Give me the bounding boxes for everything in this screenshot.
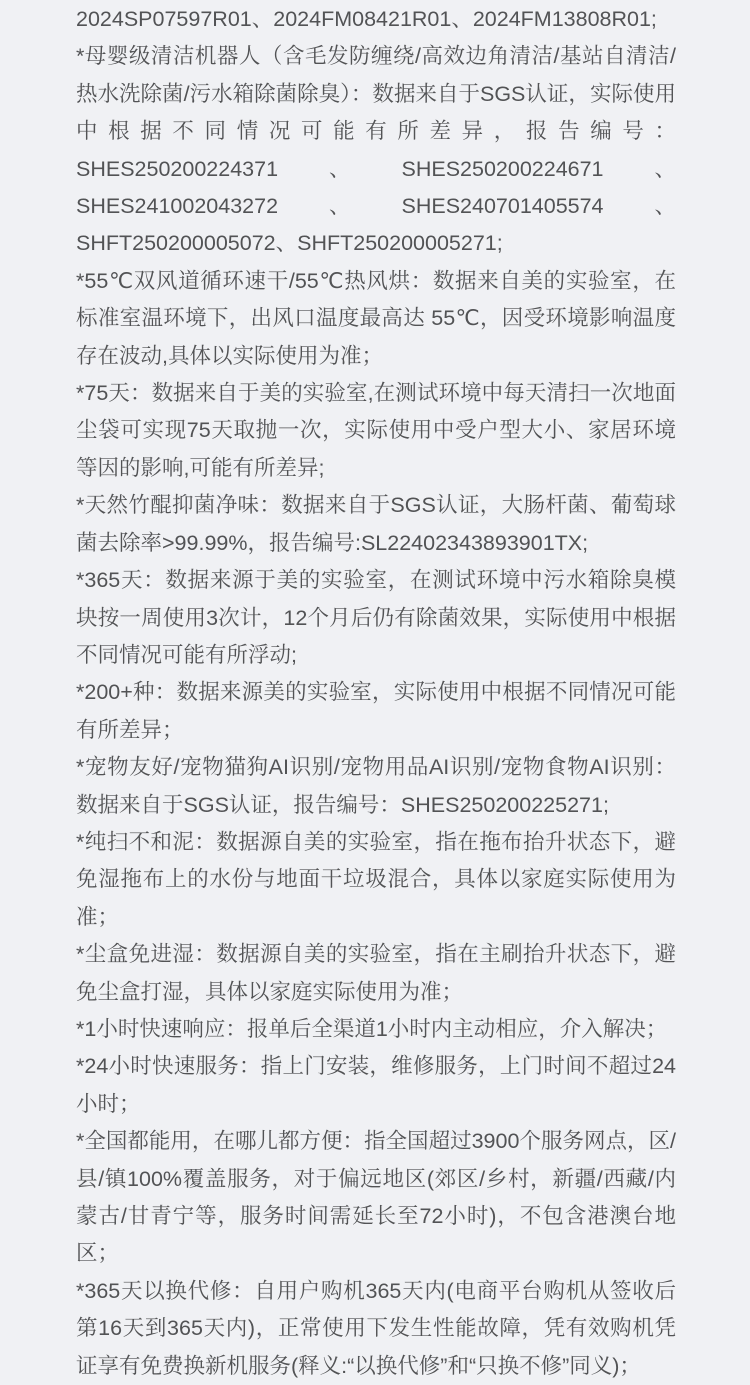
disclaimer-report-numbers: 2024SP07597R01、2024FM08421R01、2024FM13808R01;	[76, 7, 657, 31]
disclaimer-paragraph-365-day-replacement: *365天以换代修：自用户购机365天内(电商平台购机从签收后第16天到365天内)，正常使用下发生性能故障，凭有效购机凭证享有免费换新机服务(释义:“以换代修”和“只换不修”同义)；	[76, 1278, 676, 1378]
disclaimer-paragraph-75-days: *75天：数据来自于美的实验室,在测试环境中每天清扫一次地面尘袋可实现75天取抛一次，实际使用中受户型大小、家居环境等因的影响,可能有所差异;	[76, 381, 676, 480]
disclaimer-paragraph-baby-grade-cleaning-robot: *母婴级清洁机器人（含毛发防缠绕/高效边角清洁/基站自清洁/热水洗除菌/污水箱除菌除臭）：数据来自于SGS认证，实际使用中根据不同情况可能有所差异，报告编号：SHES250200224371、SHES250200224671、SHES241002043272、SHES240701405574、SHFT250200005072、SHFT250200005271;	[76, 44, 676, 256]
disclaimer-paragraph-24-hour-service: *24小时快速服务：指上门安装，维修服务，上门时间不超过24小时；	[76, 1054, 676, 1116]
disclaimer-paragraph-55c-drying: *55℃双风道循环速干/55℃热风烘：数据来自美的实验室，在标准室温环境下，出风口温度最高达 55℃，因受环境影响温度存在波动,具体以实际使用为准；	[76, 268, 676, 368]
disclaimer-paragraph-nationwide-service: *全国都能用，在哪儿都方便：指全国超过3900个服务网点，区/县/镇100%覆盖服务，对于偏远地区(郊区/乡村，新疆/西藏/内蒙古/甘青宁等，服务时间需延长至72小时)，不包含港澳台地区；	[76, 1129, 676, 1266]
disclaimer-paragraph-dustbox-dry: *尘盒免进湿：数据源自美的实验室，指在主刷抬升状态下，避免尘盒打湿，具体以家庭实际使用为准；	[76, 942, 676, 1004]
disclaimer-paragraph-365-days-deodorize: *365天：数据来源于美的实验室，在测试环境中污水箱除臭模块按一周使用3次计，12个月后仍有除菌效果，实际使用中根据不同情况可能有所浮动;	[76, 568, 676, 667]
disclaimer-paragraph-pet-ai-recognition: *宠物友好/宠物猫狗AI识别/宠物用品AI识别/宠物食物AI识别：数据来自于SGS认证，报告编号：SHES250200225271;	[76, 755, 676, 817]
disclaimer-paragraph-1-hour-response: *1小时快速响应：报单后全渠道1小时内主动相应，介入解决；	[76, 1016, 668, 1041]
disclaimer-paragraph-sweep-no-mud: *纯扫不和泥：数据源自美的实验室，指在拖布抬升状态下，避免湿拖布上的水份与地面干垃圾混合，具体以家庭实际使用为准；	[76, 829, 676, 929]
disclaimer-paragraph-bamboo-antibacterial: *天然竹醌抑菌净味：数据来自于SGS认证，大肠杆菌、葡萄球菌去除率>99.99%，报告编号:SL22402343893901TX;	[76, 493, 676, 555]
disclaimer-paragraph-200-plus-types: *200+种：数据来源美的实验室，实际使用中根据不同情况可能有所差异；	[76, 680, 676, 742]
